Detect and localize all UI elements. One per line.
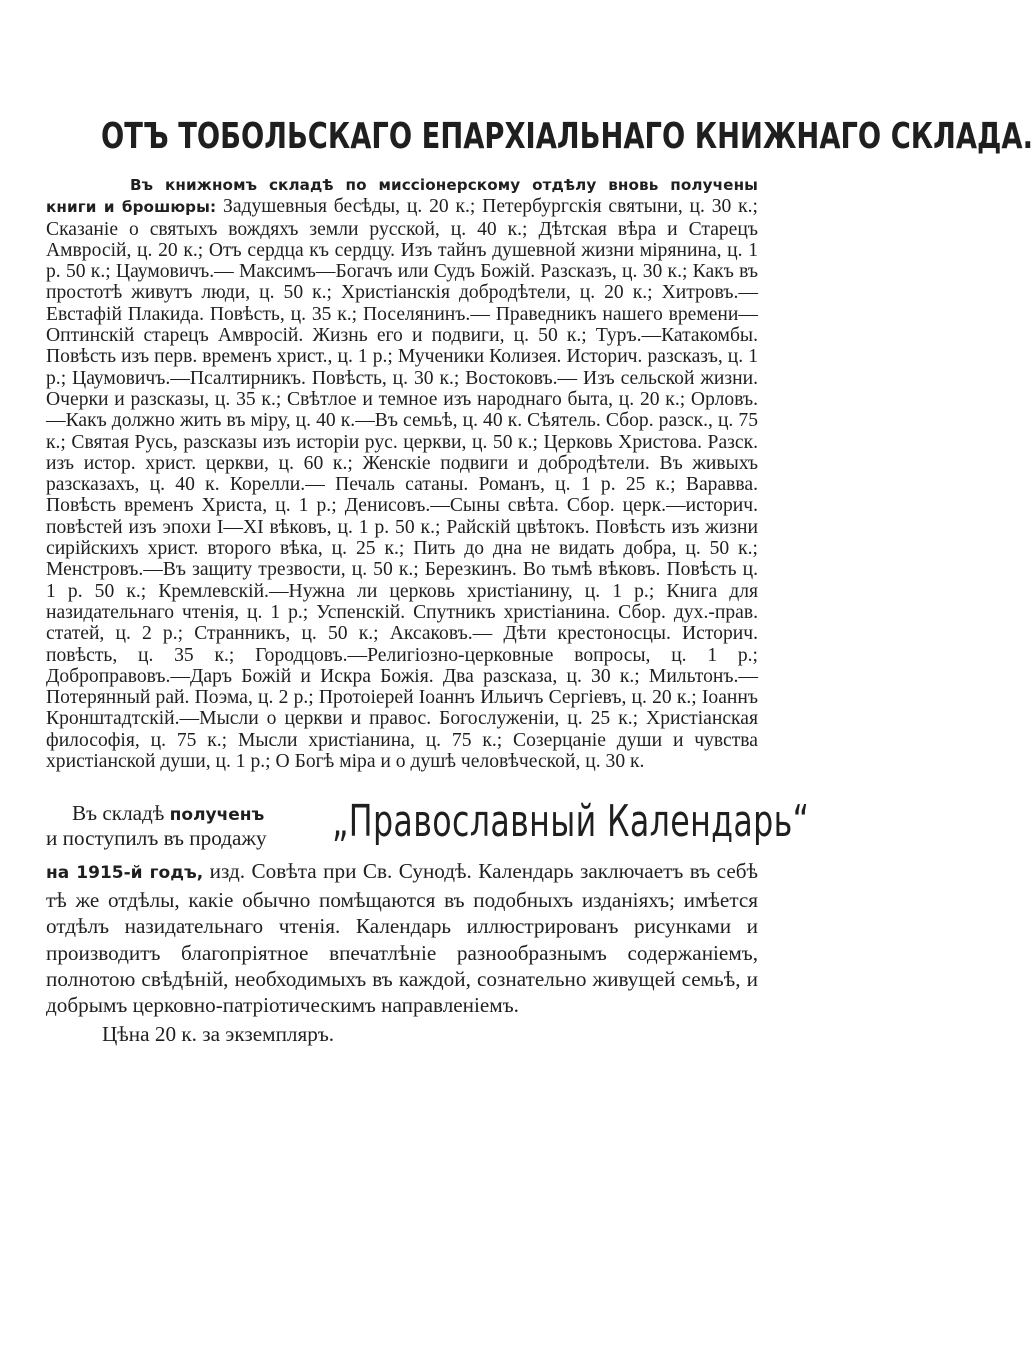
calendar-year: на 1915-й годъ, [46,863,204,884]
calendar-line-2: и поступилъ въ продажу [46,826,267,851]
catalog-lead: Въ книжномъ складѣ по миссіонерскому отдѣлу вновь получены книги и брошюры: [46,176,758,217]
calendar-body: изд. Совѣта при Св. Сунодѣ. Календарь заключаетъ въ себѣ тѣ же отдѣлы, какіе обычно помѣщаются въ подобныхъ изданіяхъ; имѣется отдѣлъ назидательнаго чтенія. Календарь иллюстрированъ рисунками и производитъ благопріятное впечатлѣніе разнообразнымъ содержаніемъ, полнотою свѣдѣній, необходимыхъ въ каждой, сознательно живущей семьѣ, и добрымъ церковно-патріотическимъ направленіемъ. [46,859,759,1018]
document-page [46,113,1033,1047]
calendar-line-1-b: полученъ [169,805,265,826]
calendar-body-paragraph [46,858,758,1018]
page-heading: ОТЪ ТОБОЛЬСКАГО ЕПАРХІАЛЬНАГО КНИЖНАГО СКЛАДА. [101,116,1033,157]
catalog-body: Задушевныя бесѣды, ц. 20 к.; Петербургскія святыни, ц. 30 к.; Сказаніе о святыхъ вождяхъ земли русской, ц. 40 к.; Дѣтская вѣра и Старецъ Амвросій, ц. 20 к.; Отъ сердца къ сердцу. Изъ тайнъ душевной жизни мірянина, ц. 1 р. 50 к.; Цаумовичъ.— Максимъ—Богачъ или Судъ Божій. Разсказъ, ц. 30 к.; Какъ въ простотѣ живутъ люди, ц. 50 к.; Христіанскія добродѣтели, ц. 20 к.; Хитровъ.—Евстафій Плакида. Повѣсть, ц. 35 к.; Поселянинъ.— Праведникъ нашего времени—Оптинскій старецъ Амвросій. Жизнь его и подвиги, ц. 50 к.; Туръ.—Катакомбы. Повѣсть изъ перв. временъ христ., ц. 1 р.; Мученики Колизея. Историч. разсказъ, ц. 1 р.; Цаумовичъ.—Псалтирникъ. Повѣсть, ц. 30 к.; Востоковъ.— Изъ сельской жизни. Очерки и разсказы, ц. 35 к.; Свѣтлое и темное изъ народнаго быта, ц. 20 к.; Орловъ.—Какъ должно жить въ міру, ц. 40 к.—Въ семьѣ, ц. 40 к. Сѣятель. Сбор. разск., ц. 75 к.; Святая Русь, разсказы изъ исторіи рус. церкви, ц. 50 к.; Церковь Христова. Разск. изъ истор. христ. церкви, ц. 60 к.; Женскіе подвиги и добродѣтели. Въ живыхъ разсказахъ, ц. 40 к. Корелли.— Печаль сатаны. Романъ, ц. 1 р. 25 к.; Варавва. Повѣсть временъ Христа, ц. 1 р.; Денисовъ.—Сыны свѣта. Сбор. церк.—историч. повѣстей изъ эпохи I—XI вѣковъ, ц. 1 р. 50 к.; Райскій цвѣтокъ. Повѣсть изъ жизни сирійскихъ христ. второго вѣка, ц. 25 к.; Пить до дна не видать добра, ц. 50 к.; Менстровъ.—Въ защиту трезвости, ц. 50 к.; Березкинъ. Во тьмѣ вѣковъ. Повѣсть ц. 1 р. 50 к.; Кремлевскій.—Нужна ли церковь христіанину, ц. 1 р.; Книга для назидательнаго чтенія, ц. 1 р.; Успенскій. Спутникъ христіанина. Сбор. дух.-прав. статей, ц. 2 р.; Странникъ, ц. 50 к.; Аксаковъ.— Дѣти крестоносцы. Историч. повѣсть, ц. 35 к.; Городцовъ.—Религіозно-церковные вопросы, ц. 1 р.; Доброправовъ.—Даръ Божій и Искра Божія. Два разсказа, ц. 30 к.; Мильтонъ.—Потерянный рай. Поэма, ц. 2 р.; Протоіерей Іоаннъ Ильичъ Сергіевъ, ц. 20 к.; Іоаннъ Кронштадтскій.—Мысли о церкви и правос. Богослуженіи, ц. 25 к.; Христіанская философія, ц. 75 к.; Мысли христіанина, ц. 75 к.; Созерцаніе души и чувства христіанской души, ц. 1 р.; О Богѣ міра и о душѣ человѣческой, ц. 30 к. [46,196,759,773]
calendar-price: Цѣна 20 к. за экземпляръ. [102,1021,335,1046]
calendar-announcement [46,796,810,1047]
calendar-line-1-a: Въ складѣ [72,801,165,826]
calendar-header [46,796,810,858]
book-catalog-paragraph [46,174,758,772]
calendar-title: „Православный Календарь“ [332,796,810,848]
